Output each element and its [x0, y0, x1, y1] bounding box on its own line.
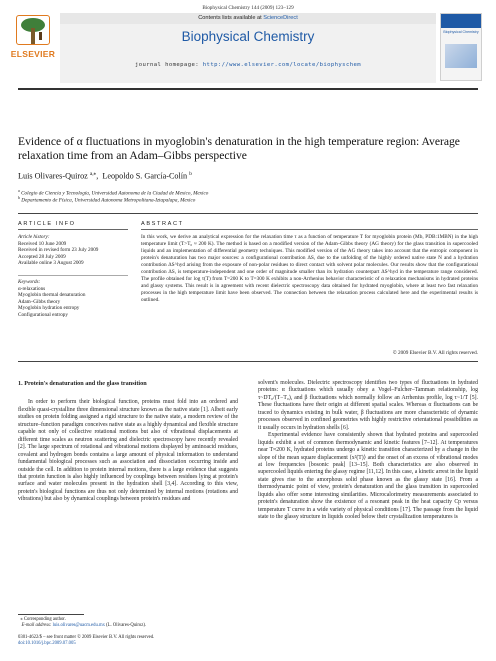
elsevier-logo — [8, 13, 58, 71]
body-paragraph: Experimental evidence have consistently shown that hydrated proteins and supercooled liquids exhibit a set of common thermodynamic and kinetic features [7–12]. At temperatures near T≈200 K, hydrated proteins undergo a kinetic transition characterized by a change in the slope of the mean square displacement ⟨x²(T)⟩ and the onset of an excess of vibrational modes at low frequencies [bosonic peak] [13–15]. Both characteristics are also observed in supercooled liquids entering the glassy regime [11,12]. In this case, a kinetic arrest in the liquid state gives rise to the amorphous solid phase known as the glassy state [16]. From a thermodynamic point of view, protein's denaturation and the glass transition in supercooled liquids also offer some interesting similarities. Microcalorimetry measurements associated to protein's denaturation show the existence of a resonant peak in the heat capacity Cp versus temperature T curve in a wide variety of physical conditions [17]. The passage from the liquid state to the glassy structure in liquids cooled below their crystallization temperatures is — [258, 432, 478, 521]
article-history — [18, 234, 128, 267]
abstract-text: In this work, we derive an analytical expression for the relaxation time τ as a function of temperature T for myoglobin protein (Mb, PDB:1MBN) in the high temperature limit (T>T₀ ≈ 200 K). The method is based on a modified version of the Adam–Gibbs theory (AG theory) for the glass transition in supercooled liquids and an implementation of differential geometry techniques. This modified version of the AG theory takes into account that the entropic component in protein's denaturation has two major sources: a configurational contribution ΔS, due to the unfolding of the highly ordered native state N and a hydration contribution ΔS^hyd arising from the exposure of non-polar residues to direct contact with solvent polar molecules. Our results show that the configurational contribution ΔS, is temperature-independent and one order of magnitude smaller than its hydration counterpart ΔS^hyd in the temperature range considered. The profile obtained for log τ(T) from T=200 K to T=300 K exhibits a non-Arrhenius behavior characteristic of α relaxation mechanisms in hydrated proteins and glassy systems. This result is in agreement with recent dielectric spectroscopy data obtained for hydrated myoglobin, where at least two fast relaxation processes in the high temperature limit have been observed. The connection between the relaxation process calculated here and the experimental results is outlined. — [141, 234, 478, 303]
body-paragraph: In order to perform their biological function, proteins must fold into an ordered and flexible quasi-crystalline three dimensional structure known as the native state [1]. Albeit early studies on protein folding assigned a rigid structure to the native state, a modern review of the structure–function paradigm conceives native state as a highly dynamical and flexible structure capable not only of collective rotational motions but also of vibrational displacements at different time scales as neutron scattering and dielectric spectroscopy have recently revealed [2]. The large spectrum of rotational and vibrational motions displayed by aminoacid residues, covalent and hydrogen bonds contains a large amount of physical information to understand fundamental biological processes such as association and dissociation occurring inside and outside the cell. In addition to protein internal motions, there is a large evidence that suggests that protein function is also highly influenced by couplings between residues lying at protein's surface and water molecules present in the hydration shell [3,4]. According to this view, protein's biological functions are thus not only determined by internal motions (rotations and vibrations) but also by dynamical couplings between protein's residues and — [18, 399, 238, 503]
tree-logo-icon — [16, 15, 50, 45]
article-info-heading: ARTICLE INFO — [18, 221, 76, 227]
contents-prefix: Contents lists available at — [198, 15, 264, 21]
footnote-email — [18, 623, 248, 629]
cover-title: Biophysical Chemistry — [443, 30, 479, 34]
body-paragraph: solvent's molecules. Dielectric spectroscopy identifies two types of fluctuations in hydrated proteins: α fluctuations which usually obey a Vogel–Fulcher–Tamman relationship, log τ~DT₀/(T−T₀), and β fluctuations which normally follow an Arrhenius profile, log τ~1/T [5]. These fluctuations have their origin at different spatial scales. Whereas α fluctuations can be traced to dynamics existing in bulk water, β fluctuations are more characteristic of dynamic processes observed in confined geometries with highly restrictive orientational possibilities as it usually occurs in hydration shells [6]. — [258, 380, 478, 431]
author-name[interactable]: Leopoldo S. García-Colín — [102, 171, 188, 181]
doi-link[interactable]: doi:10.1016/j.bpc.2009.07.005 — [18, 641, 76, 646]
keywords — [18, 275, 128, 319]
email-link[interactable]: luis.olivares@uacm.edu.mx — [52, 623, 105, 628]
journal-title: Biophysical Chemistry — [181, 29, 315, 44]
homepage-link[interactable]: http://www.elsevier.com/locate/biophyschem — [202, 62, 362, 68]
section-heading: 1. Protein's denaturation and the glass transition — [18, 380, 147, 387]
affiliation-text: Colegio de Ciencia y Tecnología, Universidad Autonoma de la Ciudad de Mexico, Mexico — [21, 190, 209, 197]
publisher-logo-text: ELSEVIER — [10, 49, 56, 59]
history-label: Article history: — [18, 234, 50, 240]
sciencedirect-link[interactable]: ScienceDirect — [263, 15, 298, 21]
issn-line: 0301-4622/$ – see front matter © 2009 Elsevier B.V. All rights reserved. — [18, 635, 155, 640]
history-item: Accepted 28 July 2009 — [18, 253, 66, 260]
article-title: Evidence of α fluctuations in myoglobin's denaturation in the high temperature region: Average relaxation time from an Adam–Gibbs perspective — [18, 135, 460, 163]
journal-homepage — [60, 62, 436, 68]
history-item: Available online 3 August 2009 — [18, 260, 84, 267]
journal-reference: Biophysical Chemistry 144 (2009) 123–129 — [202, 5, 294, 11]
history-item: Received 10 June 2009 — [18, 240, 67, 247]
journal-header — [60, 13, 436, 83]
journal-cover-thumbnail — [440, 13, 482, 81]
info-divider — [18, 229, 128, 230]
author-name[interactable]: Luis Olivares-Quiroz — [18, 171, 88, 181]
copyright-notice: © 2009 Elsevier B.V. All rights reserved. — [392, 350, 478, 356]
affiliation-sup: a — [18, 188, 20, 193]
affiliation-text: Departamento de Física, Universidad Autonoma Metropolitana-Iztapalapa, Mexico — [21, 197, 196, 204]
abstract-heading: ABSTRACT — [141, 221, 184, 227]
keywords-label: Keywords: — [18, 279, 41, 285]
keyword: Myoglobin thermal denaturation — [18, 292, 86, 299]
author-sup: b — [189, 171, 192, 177]
email-suffix: (L. Olivares-Quiroz). — [106, 623, 147, 628]
keyword: Adam–Gibbs theory — [18, 298, 61, 305]
body-column-left — [18, 380, 238, 504]
affiliation-sup: b — [18, 195, 20, 200]
author-list: Luis Olivares-Quiroz $^{a,⁎}$, Leopoldo S. García-Colín $^b$ — [18, 171, 192, 181]
cover-band — [441, 14, 481, 28]
footnote-mark: ⁎ — [20, 617, 23, 622]
author-sup: a,⁎ — [89, 171, 97, 177]
abstract-divider — [141, 229, 478, 230]
homepage-prefix: journal homepage: — [134, 62, 203, 68]
body-column-right — [258, 380, 478, 522]
footnote-text: Corresponding author. — [23, 617, 66, 622]
contents-line — [60, 13, 436, 24]
abstract-bottom-divider — [18, 361, 478, 362]
cover-image — [445, 44, 477, 68]
keyword: Configurational entropy — [18, 311, 68, 318]
email-label: E-mail address: — [21, 623, 52, 628]
keyword: α-relaxations — [18, 285, 46, 292]
footnote-divider — [18, 614, 84, 615]
header-divider — [18, 88, 478, 90]
keyword: Myoglobin hydration entropy — [18, 305, 80, 312]
history-item: Received in revised form 23 July 2009 — [18, 247, 99, 254]
front-matter-divider — [18, 213, 478, 214]
affiliation — [18, 194, 478, 205]
